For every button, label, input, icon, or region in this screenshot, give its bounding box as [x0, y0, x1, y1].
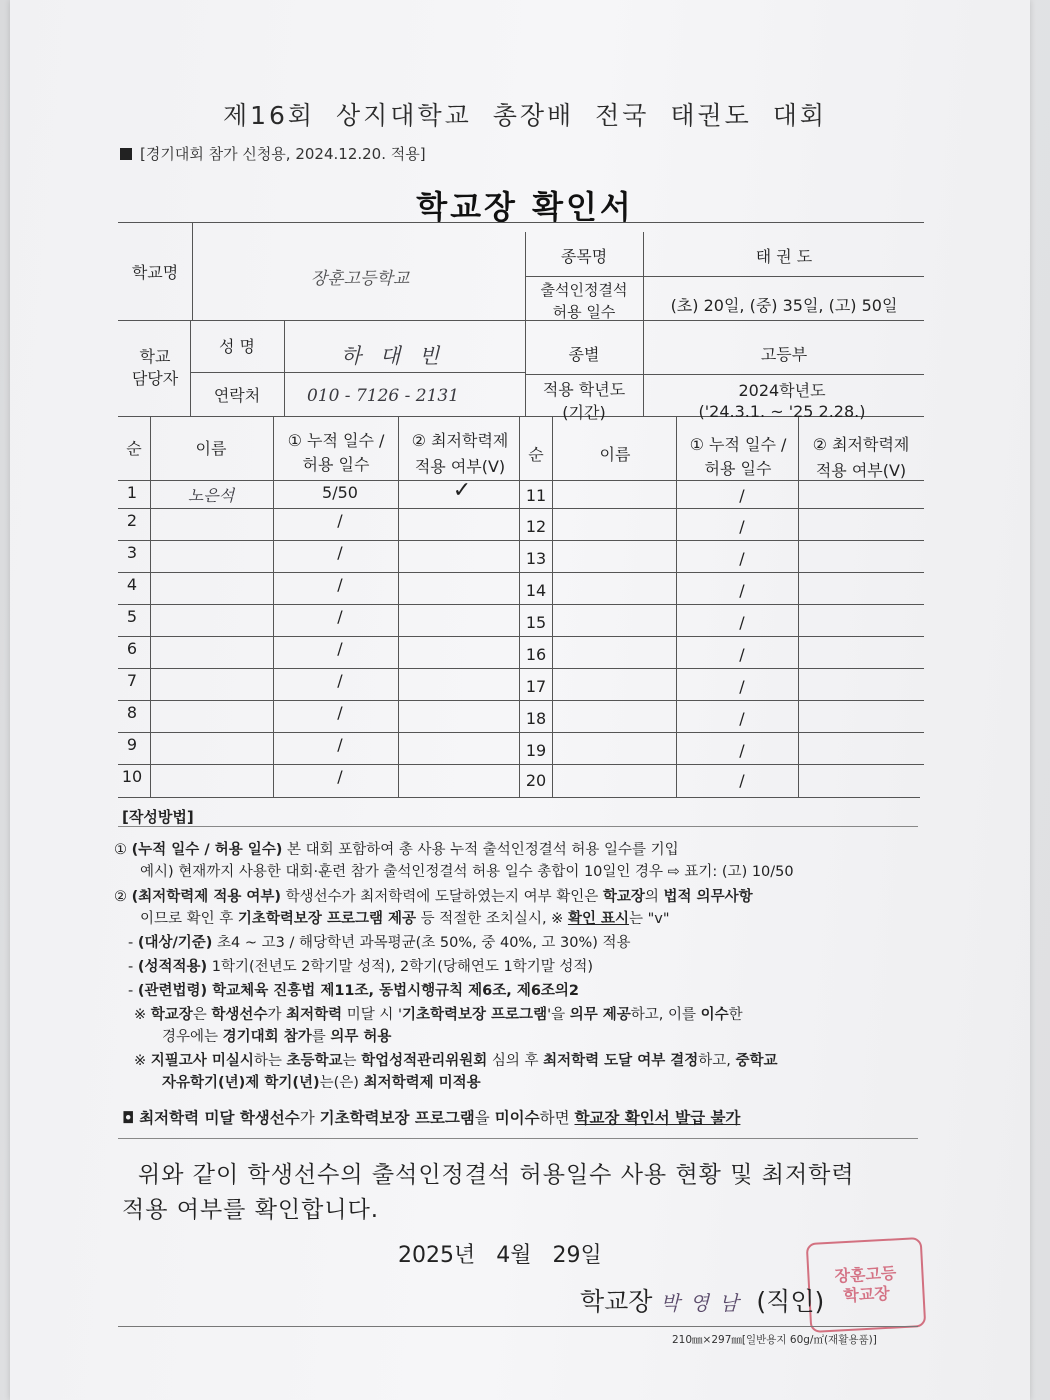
row-number: 10 — [121, 767, 143, 786]
method-line-4: 이므로 확인 후 기초학력보장 프로그램 제공 등 적절한 조치실시, ※ 확인 표시는 "v" — [140, 911, 670, 927]
method-line-12: ◘ 최저학력 미달 학생선수가 기초학력보장 프로그램을 미이수하면 학교장 확인서 발급 불가 — [122, 1109, 741, 1127]
row-days: / — [739, 581, 745, 600]
sport-label: 종목명 — [560, 247, 608, 266]
method-line-8: ※ 학교장은 학생선수가 최저학력 미달 시 '기초학력보장 프로그램'을 의무 제공하고, 이를 이수한 — [134, 1007, 743, 1023]
row-days: 5/50 — [322, 483, 358, 502]
row-days: / — [337, 703, 343, 722]
subtitle — [120, 143, 426, 164]
confirmation-text — [122, 1158, 855, 1228]
row-check-mark: ✓ — [452, 478, 472, 503]
row-number: 20 — [525, 771, 547, 790]
row-number: 3 — [126, 543, 138, 562]
header-days-left-2: 허용 일수 — [302, 455, 370, 474]
row-days: / — [337, 543, 343, 562]
method-bottom-divider — [118, 1138, 918, 1139]
method-line-2: 예시) 현재까지 사용한 대회·훈련 참가 출석인정결석 허용 일수 총합이 10일인 경우 ⇨ 표기: (고) 10/50 — [140, 864, 794, 880]
method-line-1: ① (누적 일수 / 허용 일수) 본 대회 포함하여 총 사용 누적 출석인정결석 허용 일수를 기입 — [114, 842, 679, 858]
header-check-right-1: ② 최저학력제 — [812, 435, 910, 454]
event-title: 제16회 상지대학교 총장배 전국 태권도 대회 — [222, 101, 828, 130]
row-days: / — [739, 677, 745, 696]
document-title: 학교장 확인서 — [416, 188, 634, 226]
division-label: 종별 — [568, 345, 600, 364]
school-name-label: 학교명 — [131, 263, 179, 282]
row-number: 18 — [525, 709, 547, 728]
year-value-1: 2024학년도 — [738, 381, 826, 400]
row-number: 4 — [126, 575, 138, 594]
row-number: 1 — [126, 483, 138, 502]
attendance-label-1: 출석인정결석 — [540, 281, 628, 299]
principal-label: 학교장 — [580, 1287, 653, 1316]
year-label-2: (기간) — [562, 403, 606, 422]
row-number: 15 — [525, 613, 547, 632]
subtitle-text: [경기대회 참가 신청용, 2024.12.20. 적용] — [140, 145, 426, 163]
header-days-right-2: 허용 일수 — [704, 459, 772, 478]
header-days-left-1: ① 누적 일수 / — [287, 431, 385, 450]
row-number: 8 — [126, 703, 138, 722]
row-number: 17 — [525, 677, 547, 696]
method-title: [작성방법] — [122, 808, 194, 826]
principal-signature-line — [580, 1282, 824, 1318]
header-check-left-2: 적용 여부(V) — [414, 457, 506, 476]
row-days: / — [337, 735, 343, 754]
name-label: 성 명 — [219, 337, 255, 356]
row-number: 14 — [525, 581, 547, 600]
year-label-1: 적용 학년도 — [542, 380, 626, 399]
row-days: / — [337, 639, 343, 658]
division-value: 고등부 — [760, 345, 808, 364]
row-days: / — [739, 645, 745, 664]
confirmation-line-2: 적용 여부를 확인합니다. — [122, 1197, 380, 1223]
row-number: 11 — [525, 486, 547, 505]
method-line-11: 자유학기(년)제 학기(년)는(은) 최저학력제 미적용 — [162, 1075, 481, 1091]
header-no-left: 순 — [126, 439, 142, 458]
row-number: 9 — [126, 735, 138, 754]
contact-label: 연락처 — [213, 386, 261, 405]
row-days: / — [337, 575, 343, 594]
method-line-5: - (대상/기준) 초4 ~ 고3 / 해당학년 과목평균(초 50%, 중 40%, 고 30%) 적용 — [128, 935, 631, 951]
sport-value: 태 권 도 — [755, 247, 813, 266]
footer-divider — [118, 1326, 918, 1327]
manager-label-1: 학교 — [139, 347, 171, 366]
method-line-7: - (관련법령) 학교체육 진흥법 제11조, 동법시행규칙 제6조, 제6조의2 — [128, 983, 580, 999]
paper-spec-footnote: 210㎜×297㎜[일반용지 60g/㎡(재활용품)] — [672, 1334, 877, 1346]
header-name-left: 이름 — [195, 439, 227, 458]
header-check-left-1: ② 최저학력제 — [411, 431, 509, 450]
method-divider — [118, 826, 918, 827]
row-number: 5 — [126, 607, 138, 626]
row-number: 12 — [525, 517, 547, 536]
attendance-label-2: 허용 일수 — [552, 303, 616, 321]
row-days: / — [739, 517, 745, 536]
row-days: / — [739, 709, 745, 728]
row-number: 16 — [525, 645, 547, 664]
row-name: 노은석 — [187, 486, 235, 505]
row-days: / — [337, 671, 343, 690]
seal-text: 장훈고등학교장 — [834, 1263, 897, 1306]
row-days: / — [739, 613, 745, 632]
header-name-right: 이름 — [599, 445, 631, 464]
principal-seal-note: (직인) — [756, 1287, 825, 1316]
row-days: / — [337, 511, 343, 530]
header-check-right-2: 적용 여부(V) — [815, 461, 907, 480]
contact-value: 010 - 7126 - 2131 — [306, 386, 460, 406]
row-days: / — [739, 771, 745, 790]
row-days: / — [739, 741, 745, 760]
row-number: 7 — [126, 671, 138, 690]
attendance-value: (초) 20일, (중) 35일, (고) 50일 — [670, 296, 898, 315]
square-bullet-icon — [120, 148, 132, 160]
row-days: / — [337, 767, 343, 786]
row-number: 2 — [126, 511, 138, 530]
school-name-value: 장훈고등학교 — [310, 269, 410, 289]
method-line-9: 경우에는 경기대회 참가를 의무 허용 — [162, 1029, 392, 1045]
row-number: 19 — [525, 741, 547, 760]
principal-signature: 박영남 — [660, 1291, 749, 1315]
header-days-right-1: ① 누적 일수 / — [689, 435, 787, 454]
row-number: 13 — [525, 549, 547, 568]
method-line-6: - (성적적용) 1학기(전년도 2학기말 성적), 2학기(당해연도 1학기말 성적) — [128, 959, 594, 975]
year-value-2: ('24.3.1. ~ '25 2.28.) — [698, 402, 866, 421]
method-line-10: ※ 지필고사 미실시하는 초등학교는 학업성적관리위원회 심의 후 최저학력 도달 여부 결정하고, 중학교 — [134, 1053, 778, 1069]
row-days: / — [337, 607, 343, 626]
issue-date: 2025년 4월 29일 — [398, 1243, 602, 1268]
manager-name-value: 하 대 빈 — [340, 344, 446, 368]
row-days: / — [739, 549, 745, 568]
confirmation-line-1: 위와 같이 학생선수의 출석인정결석 허용일수 사용 현황 및 최저학력 — [138, 1162, 855, 1188]
header-no-right: 순 — [528, 445, 544, 464]
row-number: 6 — [126, 639, 138, 658]
row-days: / — [739, 486, 745, 505]
method-line-3: ② (최저학력제 적용 여부) 학생선수가 최저학력에 도달하였는지 여부 확인은 학교장의 법적 의무사항 — [114, 889, 753, 905]
manager-label-2: 담당자 — [131, 369, 179, 388]
